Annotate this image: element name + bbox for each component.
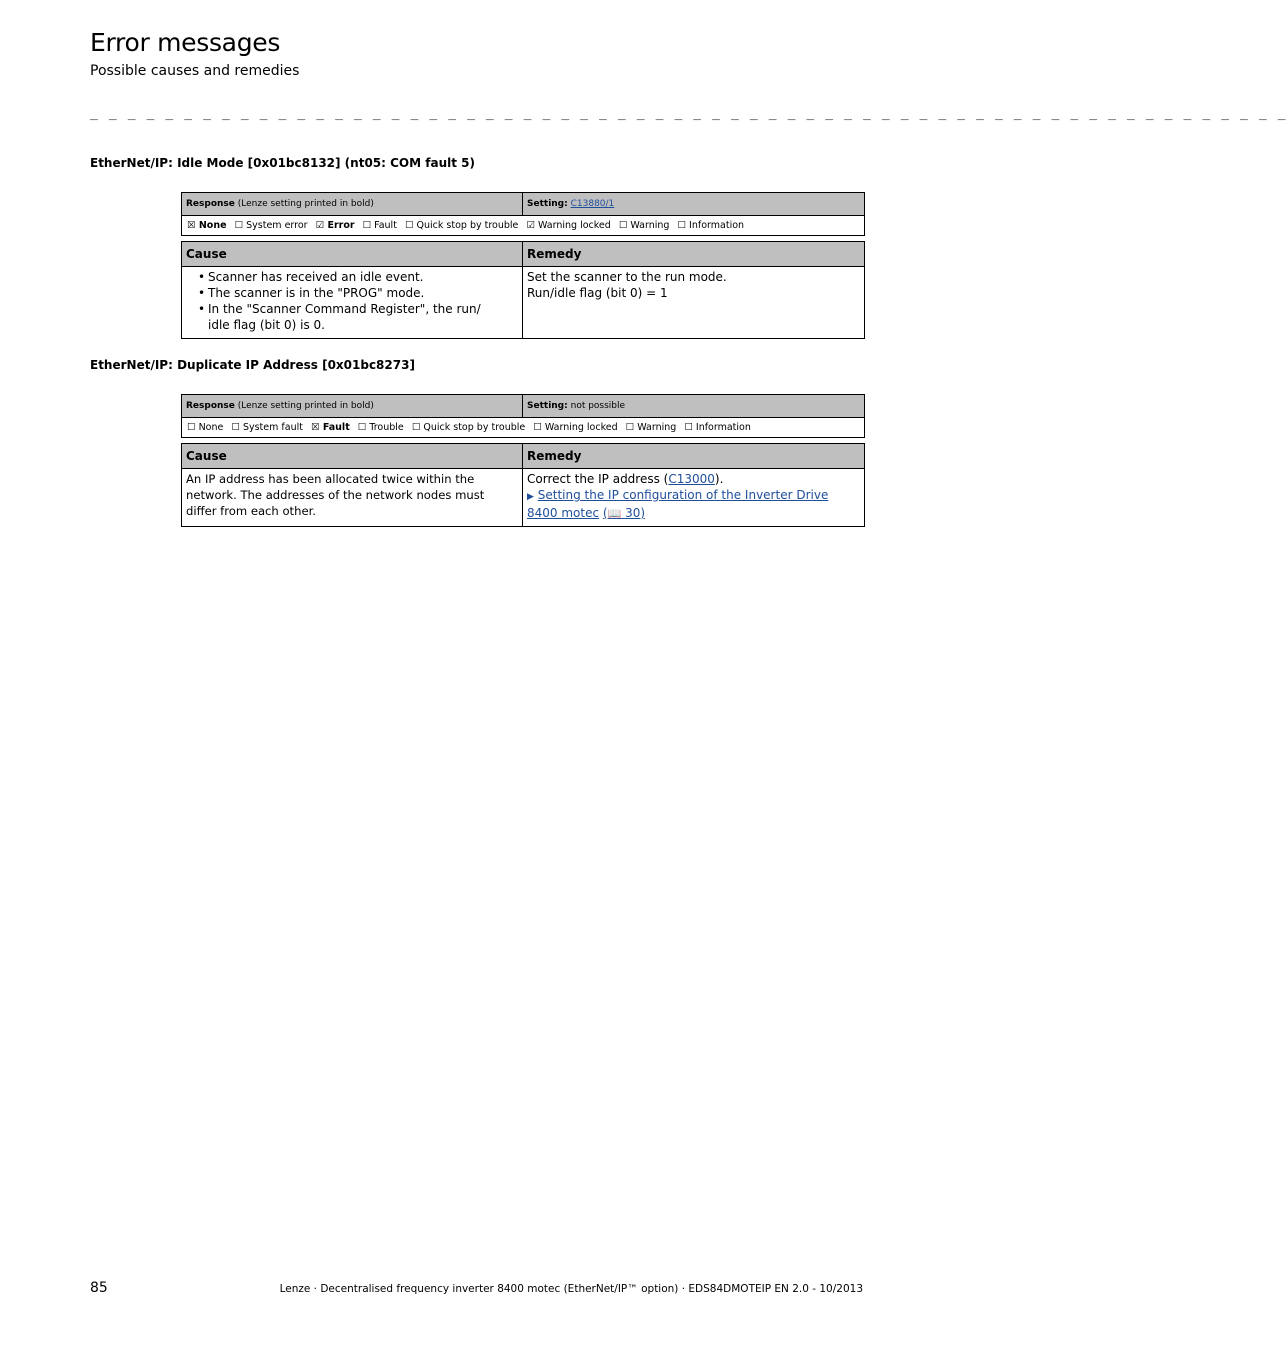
cause-item: • The scanner is in the "PROG" mode. <box>204 285 518 301</box>
cause-remedy-table-idle-mode <box>181 241 865 339</box>
response-table-duplicate-ip <box>181 394 865 438</box>
ip-configuration-link[interactable]: Setting the IP configuration of the Inverter Drive 8400 motec <box>527 488 829 520</box>
section-heading-idle-mode: EtherNet/IP: Idle Mode [0x01bc8132] (nt05: COM fault 5) <box>90 156 475 170</box>
remedy-line: Correct the IP address (C13000). <box>527 472 724 486</box>
remedy-header: Remedy <box>523 444 865 469</box>
remedy-cell <box>523 267 865 339</box>
option-information: ☐ Information <box>684 422 751 433</box>
parameter-code-link[interactable]: C13000 <box>668 472 715 486</box>
cause-remedy-table-duplicate-ip <box>181 443 865 527</box>
option-trouble: ☐ Trouble <box>357 422 404 433</box>
page-title: Error messages <box>90 28 281 57</box>
page-reference[interactable]: (📖 30) <box>602 506 646 520</box>
book-icon: 📖 <box>607 507 622 520</box>
footer-text: Lenze · Decentralised frequency inverter 8400 motec (EtherNet/IP™ option) · EDS84DMOTEIP EN 2.0 - 10/2013 <box>279 1283 863 1295</box>
option-information: ☐ Information <box>677 220 745 231</box>
triangle-right-icon: ▶ <box>527 492 534 502</box>
response-header: Response (Lenze setting printed in bold) <box>182 395 523 418</box>
option-warning: ☐ Warning <box>625 422 677 433</box>
header-separator: _ _ _ _ _ _ _ _ _ _ _ _ _ _ _ _ _ _ _ _ _ _ _ _ _ _ _ _ _ _ _ _ _ _ _ _ _ _ _ _ _ _ _ _ _ _ _ _ _ _ _ _ _ _ _ _ _ _ _ _ _ _ _ _ <box>90 106 1287 121</box>
cross-reference <box>527 487 860 522</box>
option-warning: ☐ Warning <box>618 220 670 231</box>
option-error: ☑ Error <box>315 220 355 231</box>
option-system-error: ☐ System error <box>234 220 308 231</box>
option-fault: ☐ Fault <box>362 220 397 231</box>
remedy-cell <box>523 469 865 527</box>
cause-header: Cause <box>182 444 523 469</box>
option-warning-locked: ☑ Warning locked <box>526 220 611 231</box>
section-heading-duplicate-ip: EtherNet/IP: Duplicate IP Address [0x01bc8273] <box>90 358 415 372</box>
remedy-line: Run/idle flag (bit 0) = 1 <box>527 286 668 300</box>
cause-cell: An IP address has been allocated twice within the network. The addresses of the network nodes must differ from each other. <box>182 469 523 527</box>
remedy-header: Remedy <box>523 242 865 267</box>
option-none: ☒ None <box>187 220 227 231</box>
setting-header: Setting: not possible <box>523 395 865 418</box>
option-warning-locked: ☐ Warning locked <box>533 422 618 433</box>
option-system-fault: ☐ System fault <box>231 422 303 433</box>
setting-code-link[interactable]: C13880/1 <box>570 199 615 209</box>
option-quick-stop: ☐ Quick stop by trouble <box>411 422 526 433</box>
cause-item: • Scanner has received an idle event. <box>204 269 518 285</box>
cause-header: Cause <box>182 242 523 267</box>
remedy-line: Set the scanner to the run mode. <box>527 270 727 284</box>
setting-header: Setting: C13880/1 <box>523 193 865 216</box>
option-none: ☐ None <box>187 422 224 433</box>
response-table-idle-mode <box>181 192 865 236</box>
response-header: Response (Lenze setting printed in bold) <box>182 193 523 216</box>
option-quick-stop: ☐ Quick stop by trouble <box>404 220 519 231</box>
page-subtitle: Possible causes and remedies <box>90 63 300 79</box>
cause-item: • In the "Scanner Command Register", the run/ idle flag (bit 0) is 0. <box>204 301 483 333</box>
response-options <box>182 418 865 438</box>
page-number: 85 <box>90 1280 108 1296</box>
response-options <box>182 216 865 236</box>
cause-cell <box>182 267 523 339</box>
option-fault: ☒ Fault <box>310 422 350 433</box>
